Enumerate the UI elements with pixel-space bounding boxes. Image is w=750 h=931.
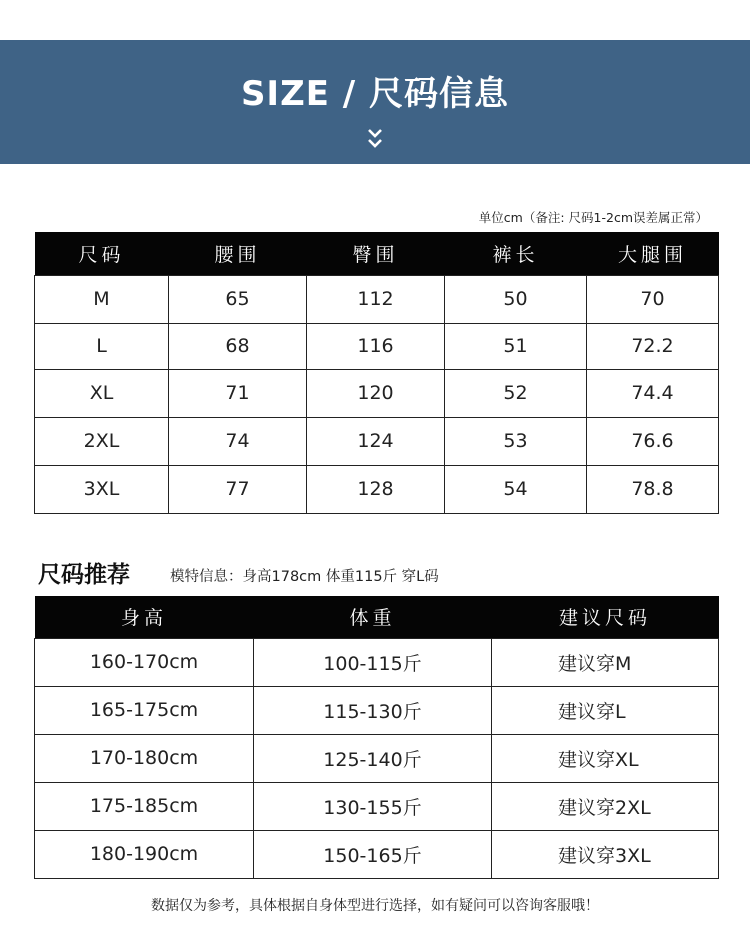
table-cell: 112 <box>307 275 445 323</box>
table-cell: 建议穿2XL <box>492 782 719 830</box>
table-cell: 建议穿L <box>492 686 719 734</box>
table-cell: 3XL <box>35 465 169 513</box>
table-row <box>35 782 719 830</box>
col-header-length: 裤长 <box>445 232 587 275</box>
table-cell: 116 <box>307 323 445 369</box>
table-cell: 77 <box>169 465 307 513</box>
table-cell: 165-175cm <box>35 686 254 734</box>
table-cell: 54 <box>445 465 587 513</box>
table-cell: XL <box>35 369 169 417</box>
col-header-size: 尺码 <box>35 232 169 275</box>
table-cell: 120 <box>307 369 445 417</box>
recommend-table-header-row <box>35 596 719 638</box>
table-cell: 150-165斤 <box>254 830 492 878</box>
table-cell: 50 <box>445 275 587 323</box>
table-cell: 建议穿XL <box>492 734 719 782</box>
table-row <box>35 417 719 465</box>
table-cell: 72.2 <box>587 323 719 369</box>
col-header-weight: 体重 <box>254 596 492 638</box>
table-row <box>35 830 719 878</box>
table-row <box>35 638 719 686</box>
table-cell: 建议穿M <box>492 638 719 686</box>
table-cell: 52 <box>445 369 587 417</box>
table-row <box>35 734 719 782</box>
table-cell: 建议穿3XL <box>492 830 719 878</box>
recommend-table <box>34 596 719 879</box>
size-table-header-row <box>35 232 719 275</box>
table-cell: L <box>35 323 169 369</box>
table-cell: 74.4 <box>587 369 719 417</box>
page-title: SIZE / 尺码信息 <box>240 74 510 114</box>
table-cell: 125-140斤 <box>254 734 492 782</box>
table-cell: 76.6 <box>587 417 719 465</box>
table-cell: 71 <box>169 369 307 417</box>
disclaimer-text: 数据仅为参考，具体根据自身体型进行选择，如有疑问可以咨询客服哦！ <box>151 898 599 914</box>
col-header-waist: 腰围 <box>169 232 307 275</box>
table-row <box>35 465 719 513</box>
table-cell: 124 <box>307 417 445 465</box>
table-cell: 78.8 <box>587 465 719 513</box>
unit-note: 单位cm（备注: 尺码1-2cm误差属正常） <box>478 210 708 225</box>
table-cell: 175-185cm <box>35 782 254 830</box>
table-cell: 128 <box>307 465 445 513</box>
table-row <box>35 323 719 369</box>
table-row <box>35 686 719 734</box>
table-cell: 115-130斤 <box>254 686 492 734</box>
table-cell: 53 <box>445 417 587 465</box>
col-header-suggested-size: 建议尺码 <box>492 596 719 638</box>
table-cell: 74 <box>169 417 307 465</box>
col-header-thigh: 大腿围 <box>587 232 719 275</box>
size-table <box>34 232 719 514</box>
table-cell: 100-115斤 <box>254 638 492 686</box>
table-cell: 70 <box>587 275 719 323</box>
table-cell: 2XL <box>35 417 169 465</box>
table-row <box>35 369 719 417</box>
table-row <box>35 275 719 323</box>
table-cell: M <box>35 275 169 323</box>
table-cell: 170-180cm <box>35 734 254 782</box>
model-info: 模特信息：身高178cm 体重115斤 穿L码 <box>170 569 439 585</box>
double-chevron-down-icon <box>366 126 384 154</box>
table-cell: 65 <box>169 275 307 323</box>
col-header-hip: 臀围 <box>307 232 445 275</box>
table-cell: 180-190cm <box>35 830 254 878</box>
table-cell: 51 <box>445 323 587 369</box>
table-cell: 68 <box>169 323 307 369</box>
table-cell: 160-170cm <box>35 638 254 686</box>
title-banner <box>0 40 750 164</box>
col-header-height: 身高 <box>35 596 254 638</box>
recommend-heading: 尺码推荐 <box>38 562 130 588</box>
table-cell: 130-155斤 <box>254 782 492 830</box>
